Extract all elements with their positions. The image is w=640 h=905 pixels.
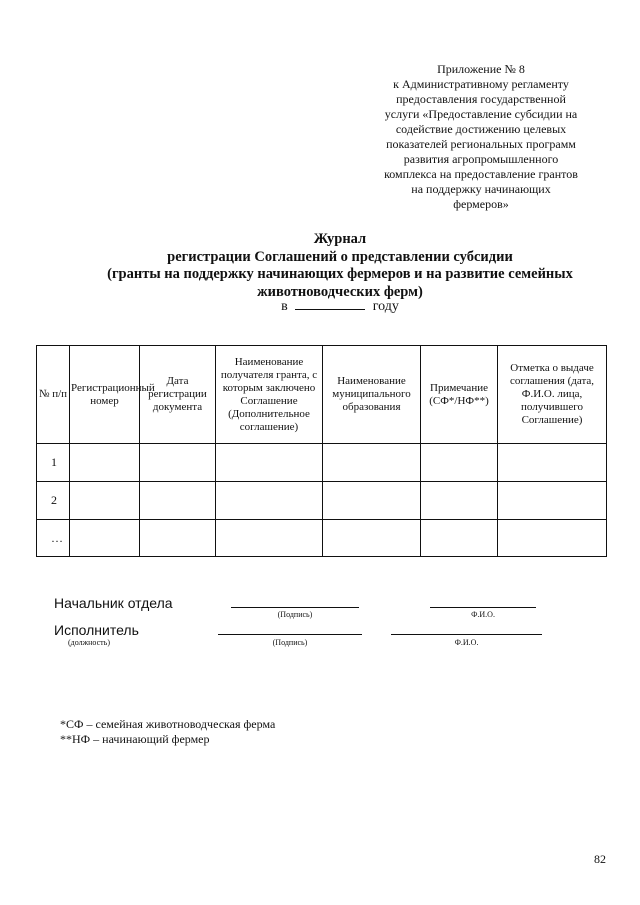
annex-line: комплекса на предоставление грантов	[384, 167, 578, 181]
footnote-nf: **НФ – начинающий фермер	[60, 731, 210, 746]
table-cell[interactable]	[70, 520, 140, 557]
table-cell[interactable]	[323, 520, 421, 557]
annex-line: предоставления государственной	[396, 92, 566, 106]
table-row	[37, 520, 607, 557]
title-line: Журнал	[313, 231, 367, 247]
head-of-department-label: Начальник отдела	[54, 595, 173, 611]
journal-table	[36, 345, 607, 557]
annex-header	[376, 62, 586, 212]
annex-line: услуги «Предоставление субсидии на	[384, 107, 578, 121]
head-name-caption: Ф.И.О.	[471, 610, 495, 619]
annex-line: на поддержку начинающих	[411, 182, 551, 196]
head-name-line[interactable]	[430, 607, 536, 608]
table-cell[interactable]	[498, 444, 607, 482]
executor-name-caption: Ф.И.О.	[454, 638, 479, 647]
table-cell[interactable]	[421, 520, 498, 557]
head-signature-line[interactable]	[231, 607, 359, 608]
col-header-reg-number: Регистрационный номер	[70, 346, 140, 444]
year-line	[40, 297, 640, 315]
executor-label: Исполнитель	[54, 622, 139, 638]
table-cell[interactable]	[216, 520, 323, 557]
position-caption: (должность)	[68, 638, 110, 647]
head-signature-caption: (Подпись)	[277, 610, 313, 619]
table-header-row	[37, 346, 607, 444]
table-cell[interactable]	[498, 482, 607, 520]
annex-line: показателей региональных программ	[386, 137, 576, 151]
executor-signature-caption: (Подпись)	[272, 638, 308, 647]
executor-name-line[interactable]	[391, 634, 542, 635]
row-number: …	[37, 520, 70, 557]
annex-line: содействие достижению целевых	[395, 122, 567, 136]
table-row	[37, 444, 607, 482]
year-prefix: в	[281, 299, 288, 314]
annex-line: к Административному регламенту	[393, 77, 569, 91]
footnotes	[60, 717, 275, 746]
table-cell[interactable]	[140, 482, 216, 520]
row-number: 2	[37, 482, 70, 520]
table-cell[interactable]	[70, 444, 140, 482]
title-line: (гранты на поддержку начинающих фермеров и на развитие семейных	[107, 266, 573, 282]
year-blank-field[interactable]	[295, 297, 365, 310]
footnote-sf: *СФ – семейная животноводческая ферма	[60, 717, 276, 731]
table-cell[interactable]	[421, 482, 498, 520]
table-cell[interactable]	[216, 444, 323, 482]
table-cell[interactable]	[216, 482, 323, 520]
year-suffix: году	[372, 299, 399, 314]
table-cell[interactable]	[498, 520, 607, 557]
col-header-number: № п/п	[37, 346, 70, 444]
annex-line: Приложение № 8	[437, 62, 525, 76]
col-header-note: Примечание (СФ*/НФ**)	[421, 346, 498, 444]
table-cell[interactable]	[140, 444, 216, 482]
document-title	[40, 231, 640, 301]
table-row	[37, 482, 607, 520]
table-cell[interactable]	[421, 444, 498, 482]
col-header-reg-date: Дата регистрации документа	[140, 346, 216, 444]
col-header-recipient: Наименование получателя гранта, с которым заключено Соглашение (Дополнительное соглашение)	[216, 346, 323, 444]
table-cell[interactable]	[140, 520, 216, 557]
table-cell[interactable]	[323, 444, 421, 482]
annex-line: развития агропромышленного	[403, 152, 559, 166]
col-header-municipality: Наименование муниципального образования	[323, 346, 421, 444]
title-line: регистрации Соглашений о представлении субсидии	[167, 248, 513, 265]
row-number: 1	[37, 444, 70, 482]
table-cell[interactable]	[70, 482, 140, 520]
table-cell[interactable]	[323, 482, 421, 520]
title-line: животноводческих ферм)	[257, 283, 423, 300]
annex-line: фермеров»	[453, 197, 509, 211]
page-number: 82	[594, 852, 606, 866]
executor-signature-line[interactable]	[218, 634, 362, 635]
col-header-issue-mark: Отметка о выдаче соглашения (дата, Ф.И.О. лица, получившего Соглашение)	[498, 346, 607, 444]
